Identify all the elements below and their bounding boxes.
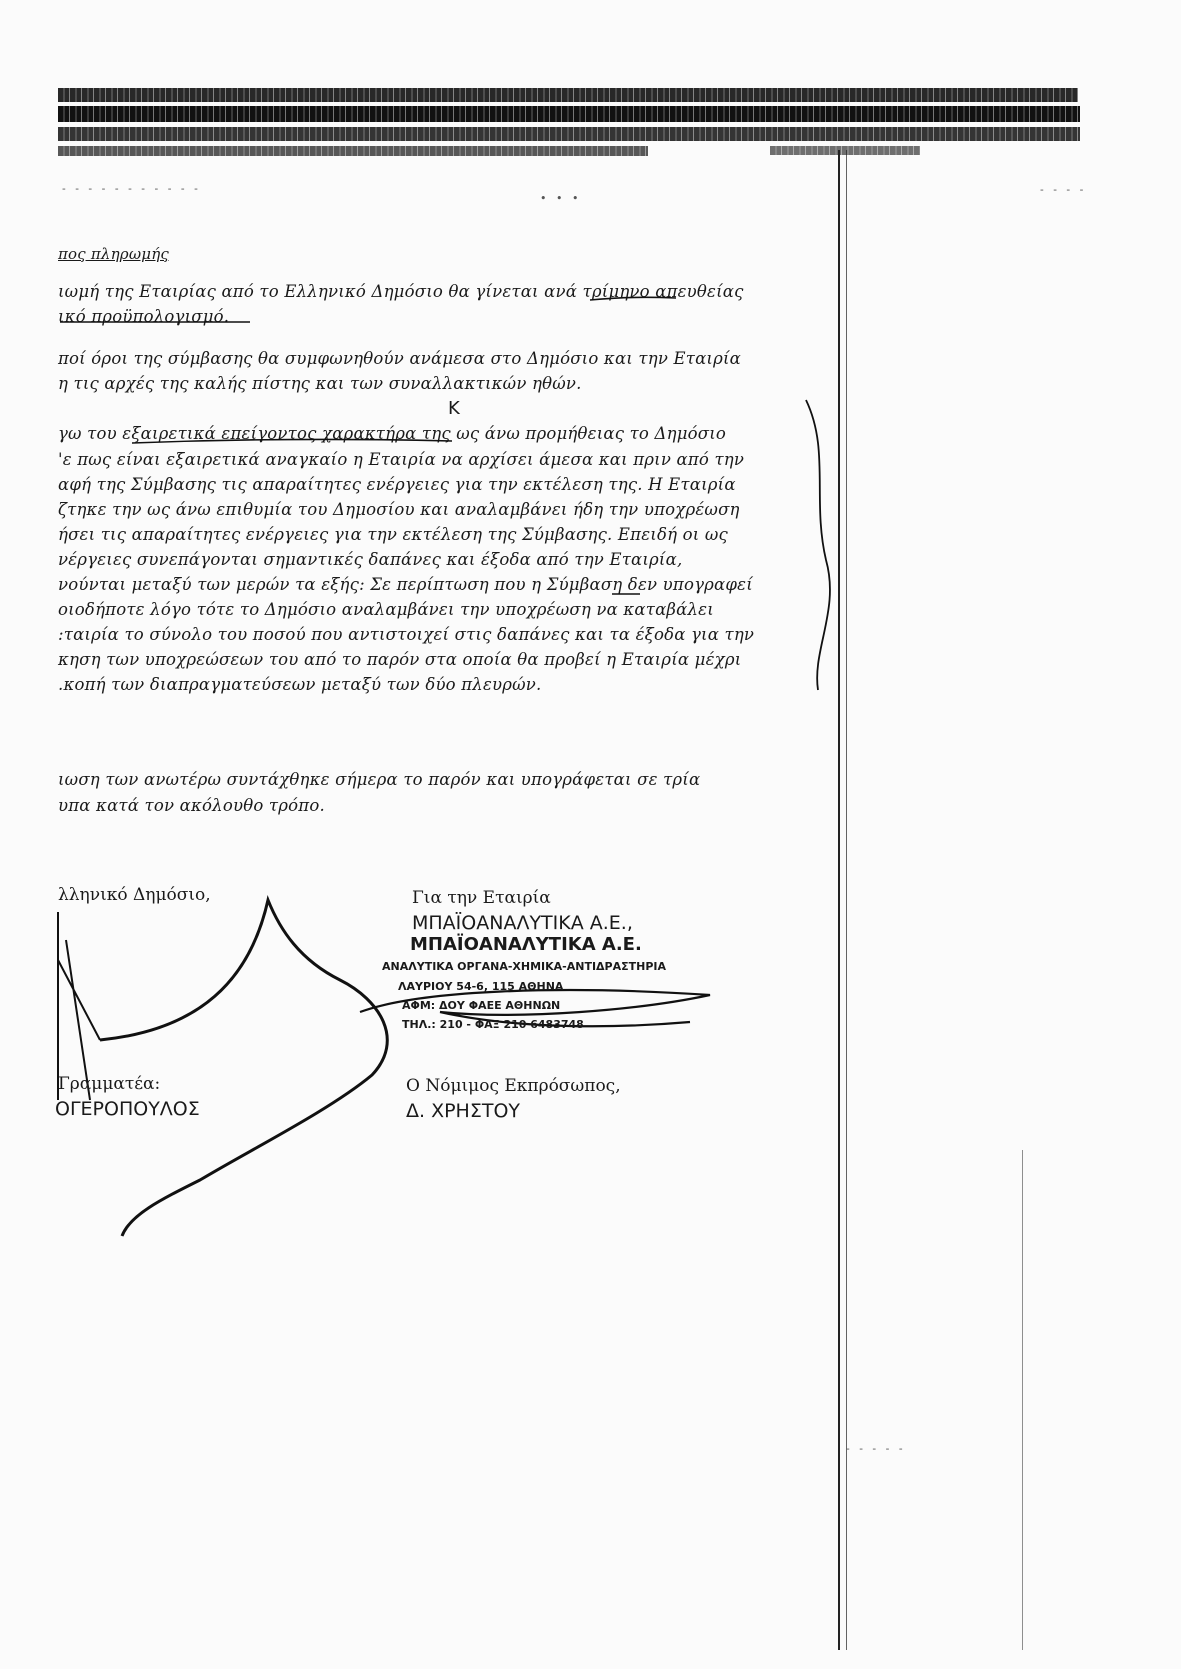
scan-noise: - - - - - - - - - - - [62, 182, 201, 195]
redacted-header-row-2 [58, 106, 1080, 122]
paragraph-2-line-1: ποί όροι της σύμβασης θα συμφωνηθούν ανάμεσα στο Δημόσιο και την Εταιρία [58, 349, 741, 368]
vertical-rule [838, 150, 840, 1650]
margin-bracket [806, 400, 830, 690]
right-company: ΜΠΑΪΟΑΝΑΛΥΤΙΚΑ Α.Ε., [412, 912, 633, 934]
paragraph-3-line-9: :ταιρία το σύνολο του ποσού που αντιστοιχεί στις δαπάνες και τα έξοδα για την [58, 625, 755, 644]
paragraph-1-line-2: ικό προϋπολογισμό. [58, 307, 230, 326]
paragraph-3-line-7: νούνται μεταξύ των μερών τα εξής: Σε περίπτωση που η Σύμβαση δεν υπογραφεί [58, 575, 753, 594]
left-name: ΟΓΕΡΟΠΟΥΛΟΣ [55, 1098, 200, 1120]
paragraph-3-line-5: ήσει τις απαραίτητες ενέργειες για την εκτέλεση της Σύμβασης. Επειδή οι ως [58, 525, 728, 544]
stamp-line-4: ΤΗΛ.: 210 - ΦΑΞ 210 6483748 [402, 1018, 584, 1031]
paragraph-3-line-3: αφή της Σύμβασης τις απαραίτητες ενέργειες για την εκτέλεση της. Η Εταιρία [58, 475, 736, 494]
vertical-rule [1022, 1150, 1023, 1650]
stamp-line-2: ΛΑΥΡΙΟΥ 54-6, 115 ΑΘΗΝΑ [398, 980, 564, 993]
stamp-company: ΜΠΑΪΟΑΝΑΛΥΤΙΚΑ Α.Ε. [410, 934, 642, 955]
redacted-header-row-1 [58, 88, 1078, 102]
company-stamp [380, 934, 700, 1044]
paragraph-2-line-2: η τις αρχές της καλής πίστης και των συναλλακτικών ηθών. [58, 374, 582, 393]
redacted-header-row-4 [58, 146, 648, 156]
paragraph-3-line-6: νέργειες συνεπάγονται σημαντικές δαπάνες και έξοδα από την Εταιρία, [58, 550, 683, 569]
paragraph-4-line-1: ιωση των ανωτέρω συντάχθηκε σήμερα το παρόν και υπογράφεται σε τρία [58, 770, 701, 789]
stamp-line-1: ΑΝΑΛΥΤΙΚΑ ΟΡΓΑΝΑ-ΧΗΜΙΚΑ-ΑΝΤΙΔΡΑΣΤΗΡΙΑ [382, 960, 667, 973]
redacted-header-row-3 [58, 127, 1080, 141]
right-party: Για την Εταιρία [412, 888, 551, 908]
right-name: Δ. ΧΡΗΣΤΟΥ [406, 1100, 521, 1122]
signature-left [100, 900, 387, 1236]
paragraph-1-line-1: ιωμή της Εταιρίας από το Ελληνικό Δημόσιο θα γίνεται ανά τρίμηνο απευθείας [58, 282, 744, 301]
signature-left-mark [58, 912, 100, 1100]
paragraph-3-line-8: οιοδήποτε λόγο τότε το Δημόσιο αναλαμβάνει την υποχρέωση να καταβάλει [58, 600, 714, 619]
vertical-rule [846, 150, 847, 1650]
paragraph-3-line-1: γω του εξαιρετικά επείγοντος χαρακτήρα της ως άνω προμήθειας το Δημόσιο [58, 424, 727, 443]
scan-noise: - - - - - [846, 1442, 906, 1455]
right-role: Ο Νόμιμος Εκπρόσωπος, [406, 1076, 621, 1096]
left-party: λληνικό Δημόσιο, [58, 885, 211, 905]
margin-mark: K [448, 398, 460, 419]
section-heading: πος πληρωμής [58, 245, 169, 263]
paragraph-3-line-10: κηση των υποχρεώσεων του από το παρόν στα οποία θα προβεί η Εταιρία μέχρι [58, 650, 742, 669]
redacted-header-row-5 [770, 146, 920, 155]
paragraph-4-line-2: υπα κατά τον ακόλουθο τρόπο. [58, 796, 325, 815]
paragraph-3-line-11: .κοπή των διαπραγματεύσεων μεταξύ των δύο πλευρών. [58, 675, 542, 694]
scan-noise: • • • [540, 192, 582, 205]
scan-noise: - - - - [1040, 183, 1087, 196]
paragraph-3-line-2: 'ε πως είναι εξαιρετικά αναγκαίο η Εταιρία να αρχίσει άμεσα και πριν από την [58, 450, 745, 469]
left-role: Γραμματέα: [58, 1074, 161, 1094]
paragraph-3-line-4: ζτηκε την ως άνω επιθυμία του Δημοσίου και αναλαμβάνει ήδη την υποχρέωση [58, 500, 740, 519]
stamp-line-3: ΑΦΜ: ΔΟΥ ΦΑΕΕ ΑΘΗΝΩΝ [402, 999, 561, 1012]
